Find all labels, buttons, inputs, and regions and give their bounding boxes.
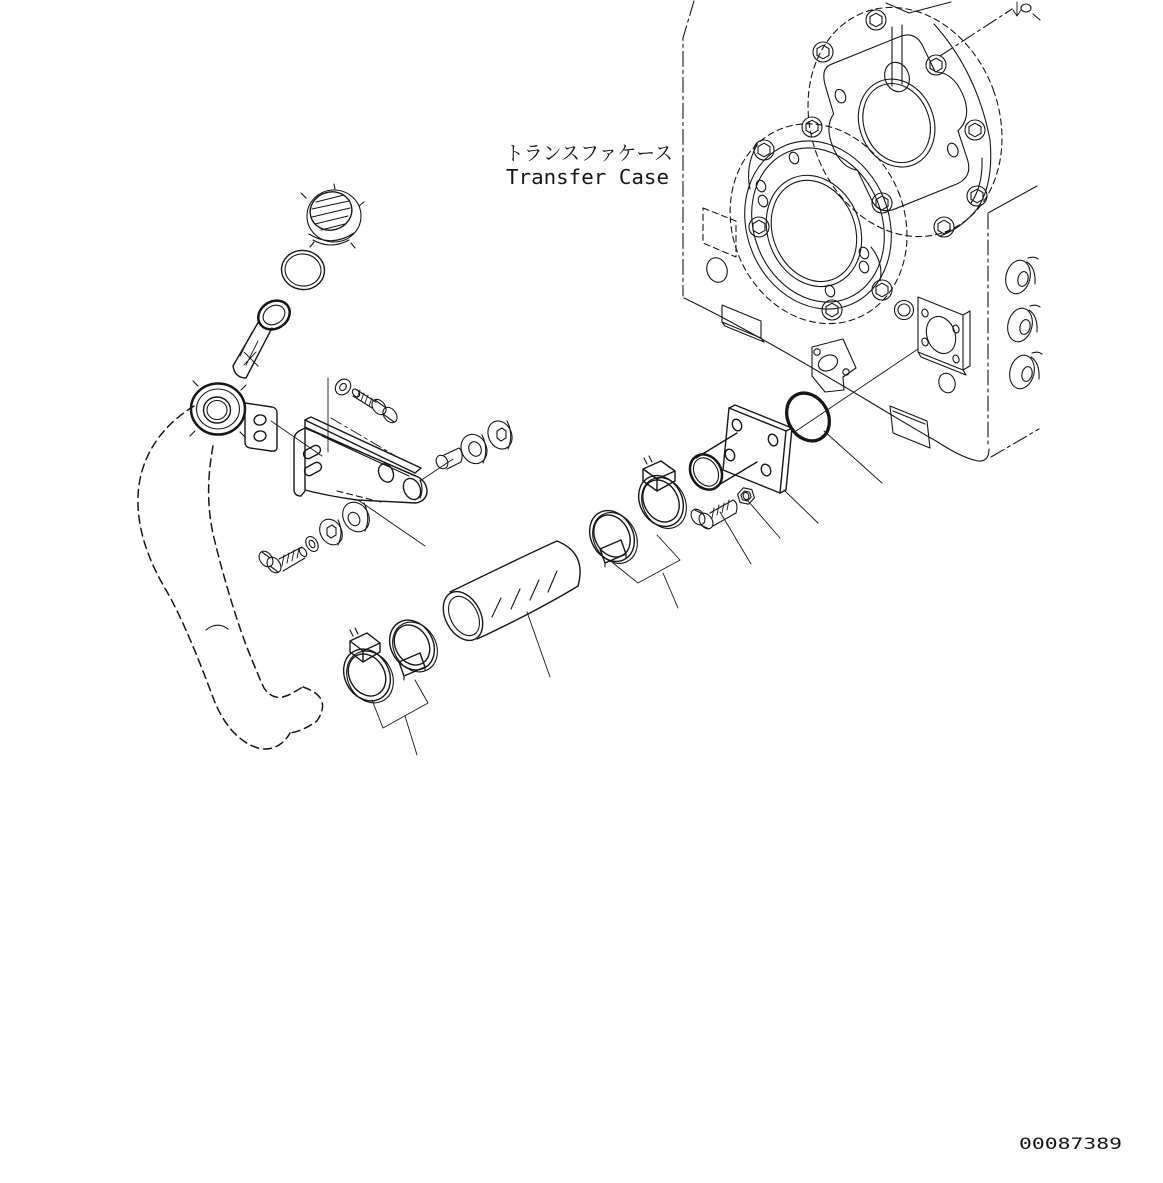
cap-o-ring: [279, 248, 327, 293]
adapter-bolt: [688, 500, 737, 531]
breather-cap: [301, 184, 364, 248]
elbow-fitting: [190, 381, 246, 437]
side-port-bosses: [1002, 257, 1042, 391]
case-label: [505, 141, 673, 189]
flange-bolts: [749, 10, 987, 320]
cushion-washers: [456, 417, 516, 468]
drawing-number: 00087389: [1019, 1134, 1122, 1153]
washer-stack: [303, 497, 374, 553]
spacer-collar: [434, 448, 462, 471]
connector-hose: [435, 541, 580, 647]
bracket-bolt-upper: [351, 388, 400, 426]
transfer-case-housing: [683, 0, 1042, 461]
leader-lines: [271, 349, 918, 755]
elbow-bracket-tab: [245, 403, 277, 451]
flange-adapter: [683, 405, 792, 496]
adapter-o-ring: [778, 385, 838, 448]
filler-tube: [233, 295, 295, 378]
case-label-ja: トランスファケース: [505, 141, 673, 165]
hose-clamp-left-pair: [334, 612, 446, 711]
hose-bend-mark: [206, 625, 228, 630]
case-label-en: Transfer Case: [506, 165, 669, 189]
adapter-nut: [736, 486, 756, 507]
mounting-bracket: [294, 417, 427, 503]
hose-clamp-right-pair: [581, 456, 695, 571]
bracket-washer-upper: [332, 376, 354, 398]
bracket-bolt-lower: [256, 546, 308, 575]
housing-port-plate: [918, 297, 970, 375]
breather-hose-phantom: [138, 406, 323, 749]
